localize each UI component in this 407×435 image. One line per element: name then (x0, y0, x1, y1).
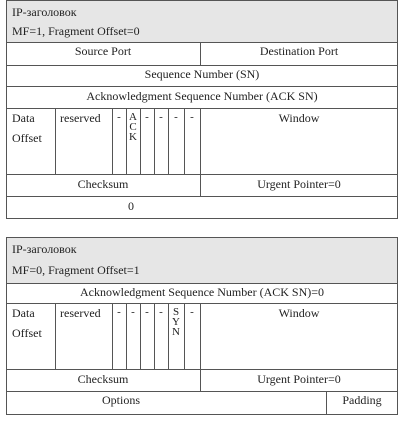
top-flag-rst: - (159, 111, 163, 123)
bottom-data-offset-label-2: Offset (12, 326, 42, 340)
top-ip-header-title: IP-заголовок (12, 5, 77, 19)
bottom-flag-rst: - (159, 306, 163, 318)
top-urgent-pointer: Urgent Pointer=0 (257, 177, 341, 191)
top-ack-number: Acknowledgment Sequence Number (ACK SN) (86, 89, 318, 103)
top-reserved: reserved (60, 111, 101, 125)
top-flag-psh: - (145, 111, 149, 123)
top-checksum: Checksum (77, 177, 129, 191)
bottom-ip-header-title: IP-заголовок (12, 242, 77, 256)
top-flag-urg: - (117, 111, 121, 123)
top-data-offset-label-2: Offset (12, 131, 42, 145)
top-ip-header-flags: MF=1, Fragment Offset=0 (12, 24, 140, 38)
top-flag-syn: - (174, 111, 178, 123)
top-destination-port: Destination Port (259, 44, 339, 58)
top-flag-fin: - (190, 111, 194, 123)
bottom-flag-ack: - (131, 306, 135, 318)
bottom-urgent-pointer: Urgent Pointer=0 (257, 372, 341, 386)
bottom-flag-syn: S Y N (172, 306, 180, 338)
top-data-offset-label: Data (12, 111, 35, 125)
top-source-port: Source Port (74, 44, 132, 58)
top-sequence-number: Sequence Number (SN) (144, 67, 260, 81)
bottom-reserved: reserved (60, 306, 101, 320)
bottom-checksum: Checksum (77, 372, 129, 386)
bottom-flag-fin: - (190, 306, 194, 318)
bottom-flag-psh: - (145, 306, 149, 318)
top-data: 0 (128, 199, 134, 213)
bottom-window: Window (278, 306, 320, 320)
bottom-ip-header-flags: MF=0, Fragment Offset=1 (12, 263, 140, 277)
top-window: Window (278, 111, 320, 125)
top-flag-ack: A C K (129, 111, 137, 143)
bottom-data-offset-label: Data (12, 306, 35, 320)
bottom-options: Options (101, 393, 140, 407)
bottom-padding: Padding (342, 393, 382, 407)
bottom-ack-number: Acknowledgment Sequence Number (ACK SN)=0 (79, 285, 325, 299)
bottom-flag-urg: - (117, 306, 121, 318)
